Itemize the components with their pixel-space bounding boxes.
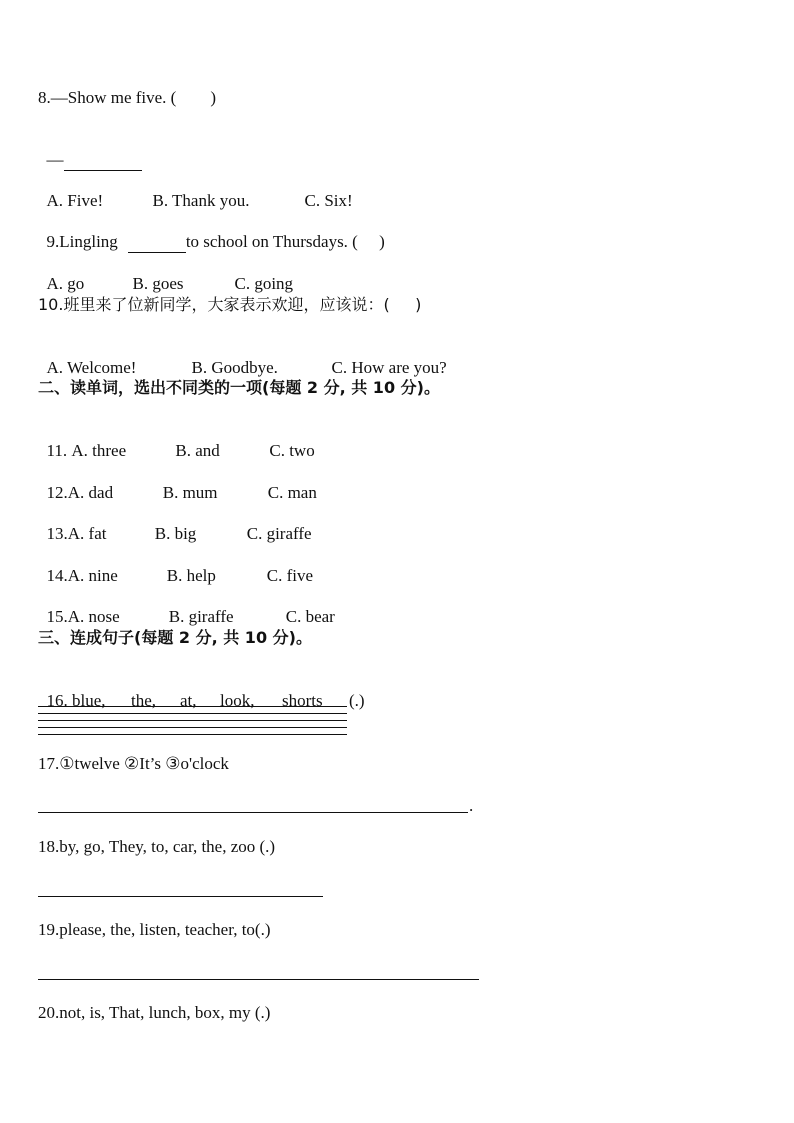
q10-option-b: B. Goodbye. [191,358,278,377]
q15-option-b: B. giraffe [168,607,234,626]
q11-option-a: A. three [71,441,127,460]
q12-number: 12. [46,483,68,502]
q16-row [38,671,365,711]
q10-option-c: C. How are you? [331,358,447,377]
q15-option-a: A. nose [67,607,120,626]
q13-option-a: A. fat [67,524,107,543]
section3-heading: 三、连成句子(每题 2 分, 共 10 分)。 [38,628,312,647]
q16-writing-line[interactable] [38,706,347,707]
q13-option-b: B. big [154,524,197,543]
q10-options [38,338,447,378]
q14-number: 14. [46,566,68,585]
q8-reply-dash: — [46,150,64,169]
q11-number: 11. [46,441,72,460]
q14-option-a: A. nine [67,566,118,585]
q12-row [38,463,317,503]
q14-option-b: B. help [166,566,216,585]
q9-after-blank: to school on Thursdays. ( ) [185,232,385,251]
q19-text: 19.please, the, listen, teacher, to(.) [38,920,271,939]
q13-row [38,504,312,544]
q12-option-a: A. dad [67,483,114,502]
q9-option-c: C. going [234,274,294,293]
q9-number: 9.Lingling [46,232,118,251]
q9-options [38,254,293,294]
q16-word: (.) [349,691,365,710]
q18-text: 18.by, go, They, to, car, the, zoo (.) [38,837,276,856]
q16-word: look, [220,691,255,710]
q16-writing-line[interactable] [38,727,347,728]
q8-reply-line [38,130,142,171]
q14-option-c: C. five [266,566,314,585]
q9-option-b: B. goes [132,274,184,293]
q9-answer-blank[interactable] [128,232,186,253]
q8-option-b: B. Thank you. [152,191,250,210]
q16-writing-line[interactable] [38,713,347,714]
q14-row [38,546,313,586]
q11-option-b: B. and [175,441,220,460]
q9-stem [38,212,385,253]
q10-option-a: A. Welcome! [46,358,137,377]
q17-text: 17.①twelve ②It’s ③o'clock [38,754,229,773]
q12-option-b: B. mum [162,483,218,502]
q11-option-c: C. two [269,441,315,460]
q16-writing-line[interactable] [38,734,347,735]
q16-word: shorts [282,691,323,710]
q13-option-c: C. giraffe [246,524,312,543]
q15-number: 15. [46,607,68,626]
q17-answer-line[interactable] [38,812,468,813]
q8-option-a: A. Five! [46,191,104,210]
q15-row [38,587,335,627]
q16-word: blue, [72,691,106,710]
q13-number: 13. [46,524,68,543]
q9-option-a: A. go [46,274,85,293]
q16-writing-line[interactable] [38,720,347,721]
q16-word: the, [131,691,157,710]
q11-row [38,421,315,461]
q18-answer-line[interactable] [38,896,323,897]
q8-answer-blank[interactable] [64,150,142,171]
q10-stem: 10.班里来了位新同学，大家表示欢迎，应该说：( ) [38,295,422,314]
q8-option-c: C. Six! [304,191,353,210]
section2-heading: 二、读单词，选出不同类的一项(每题 2 分, 共 10 分)。 [38,378,440,397]
q19-answer-line[interactable] [38,979,479,980]
q17-period: . [469,796,474,815]
q8-stem: 8.—Show me five. ( ) [38,88,217,107]
q20-text: 20.not, is, That, lunch, box, my (.) [38,1003,271,1022]
q12-option-c: C. man [267,483,317,502]
q15-option-c: C. bear [285,607,335,626]
q8-options [38,171,353,211]
q16-number: 16. [46,691,72,710]
q16-word: at, [180,691,197,710]
